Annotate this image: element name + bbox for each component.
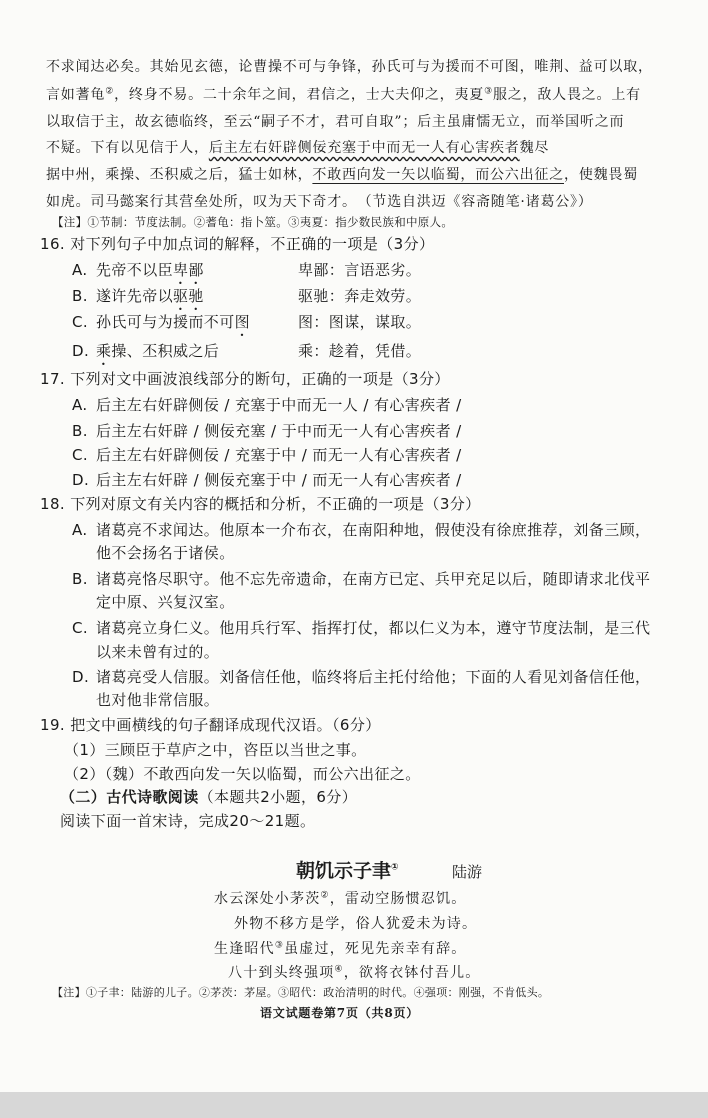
option-label: B. [72, 570, 88, 588]
passage-text: 不求闻达必矣。其始见玄德，论曹操不可与争锋，孙氏可与为援而不可图，唯荆、益可以取， [46, 59, 653, 75]
option-text: 先帝不以臣 [96, 261, 174, 279]
q17-option-b [72, 420, 462, 441]
poem-author: 陆游 [452, 863, 483, 881]
q18-option-a [72, 519, 650, 540]
footnote-mark: ② [320, 890, 330, 901]
q16-gloss-a: 卑鄙：言语恶劣。 [298, 261, 422, 279]
option-label: C. [72, 446, 89, 464]
option-text: 后主左右奸辟侧佞 / 充塞于中而无一人 / 有心害疾者 / [96, 396, 462, 414]
passage-line [46, 111, 624, 131]
footnote-mark: ③ [274, 940, 285, 951]
q19-sentence-2: （2）（魏）不敢西向发一矢以临蜀，而公六出征之。 [64, 765, 421, 783]
option-label: B. [72, 287, 88, 305]
passage-text: 魏尽 [519, 140, 550, 156]
q17-option-d [72, 469, 462, 490]
poem-line-4 [228, 962, 481, 982]
viewer-bottom-bar [0, 1092, 708, 1118]
q18-option-c [72, 617, 650, 638]
option-label: C. [72, 313, 89, 331]
footnote-mark: ② [105, 86, 115, 97]
question-17-stem: 17. 下列对文中画波浪线部分的断句，正确的一项是（3分） [40, 370, 450, 388]
option-label: C. [72, 619, 89, 637]
q17-option-a [72, 394, 462, 415]
q18-option-a-cont: 他不会扬名于诸侯。 [96, 544, 235, 562]
passage-text: ，使魏畏蜀 [564, 167, 639, 183]
passage-line [46, 137, 549, 157]
poem-note: 【注】①子聿：陆游的儿子。②茅茨：茅屋。③昭代：政治清明的时代。④强项：刚强，不肯低头。 [52, 986, 550, 999]
q18-option-b [72, 568, 650, 589]
option-text: 诸葛亮恪尽职守。他不忘先帝遗命，在南方已定、兵甲充足以后，随即请求北伐平 [96, 570, 651, 588]
poem-line-2: 外物不移方是学，俗人犹爱未为诗。 [234, 916, 478, 932]
poem-text: ，欲将衣钵付吾儿。 [343, 965, 481, 981]
poem-text: ，雷动空肠惯忍饥。 [329, 891, 467, 907]
option-text: 诸葛亮受人信服。刘备信任他，临终将后主托付给他；下面的人看见刘备信任他， [96, 668, 651, 686]
footnote-mark: ③ [484, 86, 493, 97]
passage-text: 据中州，乘操、丕积威之后，猛士如林， [46, 167, 313, 183]
option-label: D. [72, 342, 90, 360]
question-16-stem: 16. 对下列句子中加点词的解释，不正确的一项是（3分） [40, 235, 435, 253]
q18-option-d-cont: 也对他非常信服。 [96, 691, 220, 709]
passage-text: ，终身不易。二十余年之间，君信之，士大夫仰之，夷夏 [114, 87, 485, 103]
poem-line-3 [214, 938, 467, 958]
passage-text: 不疑。下有以见信于人， [46, 140, 209, 156]
passage-line [46, 84, 641, 104]
option-text: 后主左右奸辟 / 侧佞充塞 / 于中而无一人有心害疾者 / [96, 422, 462, 440]
question-19-stem: 19. 把文中画横线的句子翻译成现代汉语。（6分） [40, 716, 381, 734]
q16-gloss-d: 乘：趁着，凭借。 [298, 342, 422, 360]
poem-text: 八十到头终强项 [228, 965, 335, 981]
poem-title-text: 朝饥示子聿 [296, 860, 392, 882]
option-label: D. [72, 668, 90, 686]
option-text: 孙氏可与为援而不可 [96, 313, 235, 331]
poem-text: 虽虚过，死见先亲幸有辞。 [284, 941, 467, 957]
q17-option-c [72, 444, 462, 465]
footnote-mark: ④ [334, 964, 344, 975]
dotted-word: 卑鄙 [173, 261, 204, 279]
poem-line-1 [214, 888, 467, 908]
passage-text: 以取信于主，故玄德临终，至云“嗣子不才，君可自取”；后主虽庸懦无立，而举国听之而 [46, 114, 625, 130]
section-note: （本题共2小题，6分） [198, 788, 358, 806]
wavy-underlined-sentence: 后主左右奸辟侧佞充塞于中而无一人有心害疾者 [208, 140, 520, 156]
dotted-word: 图 [234, 313, 251, 331]
passage-line [46, 191, 593, 211]
passage-line [46, 164, 638, 184]
section-title: （二）古代诗歌阅读 [60, 788, 199, 806]
option-label: A. [72, 396, 88, 414]
option-label: B. [72, 422, 88, 440]
q16-option-d [72, 340, 219, 369]
dotted-word: 乘 [96, 342, 112, 360]
page-footer: 语文试题卷第7页（共8页） [260, 1006, 420, 1020]
passage-line [46, 56, 653, 76]
section-intro: 阅读下面一首宋诗，完成20～21题。 [60, 812, 316, 830]
q16-gloss-c: 图：图谋，谋取。 [298, 313, 422, 331]
q18-option-c-cont: 以来未曾有过的。 [96, 643, 220, 661]
q16-gloss-b: 驱驰：奔走效劳。 [298, 287, 422, 305]
passage-text: 言如蓍龟 [46, 87, 106, 103]
poem-title [296, 856, 399, 883]
q16-option-c [72, 311, 250, 340]
option-text: 遂许先帝以 [96, 287, 174, 305]
option-text: 后主左右奸辟侧佞 / 充塞于中 / 而无一人有心害疾者 / [96, 446, 462, 464]
passage-note: 【注】①节制：节度法制。②蓍龟：指卜筮。③夷夏：指少数民族和中原人。 [52, 215, 454, 229]
footnote-mark: ① [391, 862, 399, 873]
q19-sentence-1: （1）三顾臣于草庐之中，咨臣以当世之事。 [64, 741, 367, 759]
option-label: A. [72, 521, 88, 539]
poem-text: 水云深处小茅茨 [214, 891, 321, 907]
passage-text: 如虎。司马懿案行其营垒处所，叹为天下奇才。 （节选自洪迈《容斋随笔·诸葛公》） [46, 194, 593, 210]
option-text: 诸葛亮立身仁义。他用兵行军、指挥打仗，都以仁义为本，遵守节度法制，是三代 [96, 619, 651, 637]
poem-text: 生逢昭代 [214, 941, 275, 957]
q18-option-b-cont: 定中原、兴复汉室。 [96, 593, 235, 611]
passage-text: 服之，敌人畏之。上有 [492, 87, 641, 103]
question-18-stem: 18. 下列对原文有关内容的概括和分析，不正确的一项是（3分） [40, 495, 481, 513]
option-text: 后主左右奸辟 / 侧佞充塞于中 / 而无一人有心害疾者 / [96, 471, 462, 489]
underlined-sentence: 不敢西向发一矢以临蜀，而公六出征之 [312, 167, 565, 183]
section-heading [60, 786, 357, 807]
option-text: 操、丕积威之后 [111, 342, 220, 360]
option-label: A. [72, 261, 88, 279]
q18-option-d [72, 666, 650, 687]
option-label: D. [72, 471, 90, 489]
q16-option-a [72, 259, 204, 288]
option-text: 诸葛亮不求闻达。他原本一介布衣，在南阳种地，假使没有徐庶推荐，刘备三顾， [96, 521, 651, 539]
dotted-word: 驱驰 [173, 287, 204, 305]
q16-option-b [72, 285, 204, 314]
